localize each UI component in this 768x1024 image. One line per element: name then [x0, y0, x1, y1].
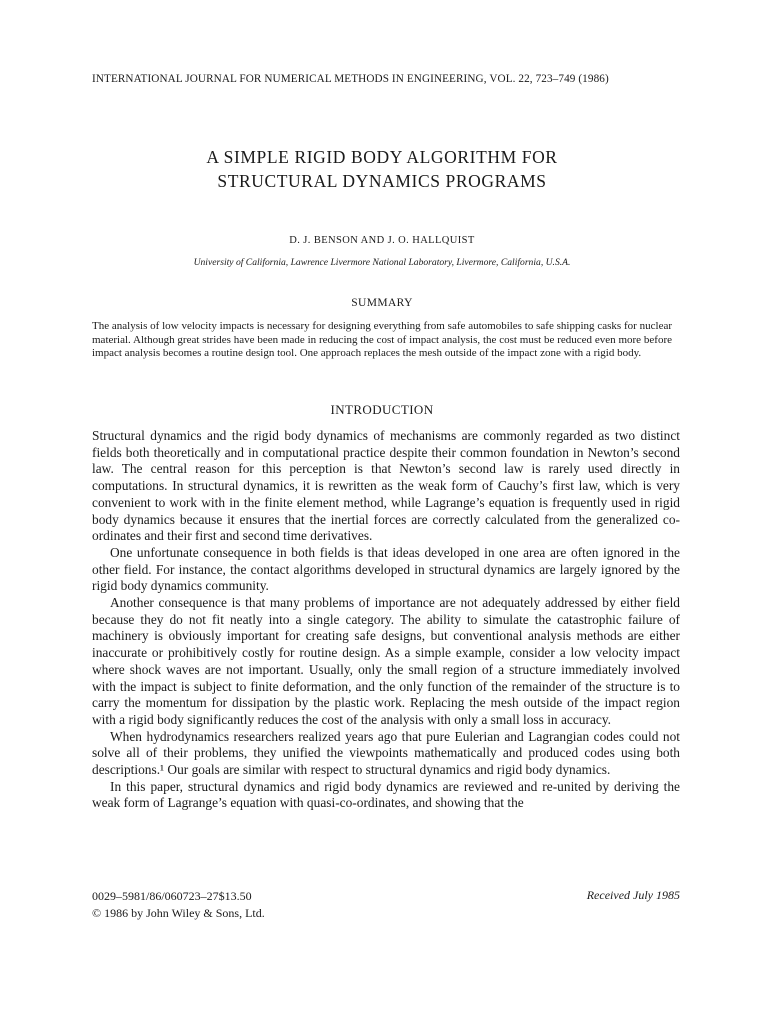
body-paragraph: Structural dynamics and the rigid body dynamics of mechanisms are commonly regarded as two distinct fields both theoretically and in computational practice despite their common foundation in Newton’s second law. The central reason for this perception is that Newton’s second law is rarely used directly in computations. In structural dynamics, it is rewritten as the weak form of Cauchy’s first law, which is very convenient to work with in the finite element method, while Lagrange’s equation is frequently used in rigid body dynamics because it ensures that the inertial forces are correctly calculated from the generalized co-ordinates and their first and second time derivatives. [92, 428, 680, 544]
introduction-heading: INTRODUCTION [330, 402, 434, 417]
introduction-body [92, 428, 680, 812]
footer-publication-info [92, 888, 265, 921]
title-line: A SIMPLE RIGID BODY ALGORITHM FOR [206, 147, 558, 167]
copyright-notice: © 1986 by John Wiley & Sons, Ltd. [92, 905, 265, 920]
publication-code: 0029–5981/86/060723–27$13.50 [92, 889, 252, 903]
summary-text: The analysis of low velocity impacts is necessary for designing everything from safe automobiles to safe shipping casks for nuclear material. Although great strides have been made in reducing the cost of impact analysis, the cost must be reduced even more before impact analysis becomes a routine design tool. One approach replaces the mesh outside of the impact zone with a rigid body. [92, 320, 672, 360]
body-paragraph: When hydrodynamics researchers realized years ago that pure Eulerian and Lagrangian codes could not solve all of their problems, they unified the viewpoints mathematically and produced codes using both descriptions.¹ Our goals are similar with respect to structural dynamics and rigid body dynamics. [92, 728, 680, 778]
received-date: Received July 1985 [586, 888, 680, 902]
authors: D. J. BENSON AND J. O. HALLQUIST [289, 235, 475, 246]
paper-title [92, 145, 672, 193]
body-paragraph: Another consequence is that many problems of importance are not adequately addressed by either field because they do not fit neatly into a single category. The ability to simulate the catastrophic failure of machinery is obviously important for creating safe designs, but conventional analysis methods are either inaccurate or prohibitively costly for routine design. As a simple example, consider a low velocity impact where shock waves are not important. Usually, only the small region of a structure immediately involved with the impact is subject to finite deformation, and the only function of the remainder of the structure is to carry the momentum for dissipation by the plastic work. Replacing the mesh outside of the impact region with a rigid body significantly reduces the cost of the analysis with only a small loss in accuracy. [92, 595, 680, 727]
body-paragraph: One unfortunate consequence in both fields is that ideas developed in one area are often ignored in the other field. For instance, the contact algorithms developed in structural dynamics are largely ignored by the rigid body dynamics community. [92, 544, 680, 594]
body-paragraph: In this paper, structural dynamics and rigid body dynamics are reviewed and re-united by deriving the weak form of Lagrange’s equation with quasi-co-ordinates, and showing that the [92, 778, 680, 811]
title-line: STRUCTURAL DYNAMICS PROGRAMS [217, 171, 547, 191]
summary-heading: SUMMARY [351, 297, 413, 309]
affiliation: University of California, Lawrence Livermore National Laboratory, Livermore, California, U.S.A. [193, 257, 571, 268]
journal-header: INTERNATIONAL JOURNAL FOR NUMERICAL METHODS IN ENGINEERING, VOL. 22, 723–749 (1986) [92, 73, 609, 85]
